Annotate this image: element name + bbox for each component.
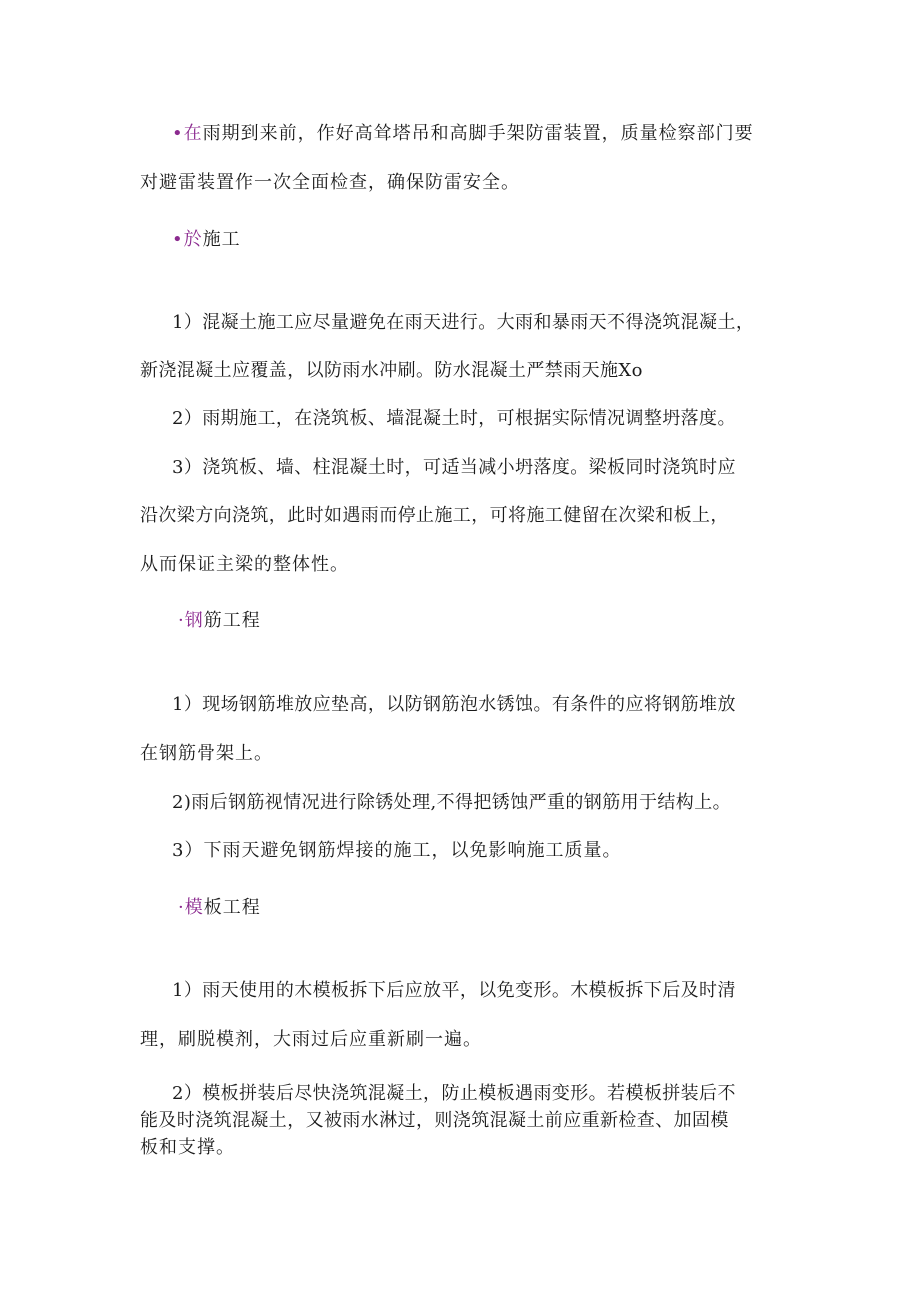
paragraph-line: 2)雨后钢筋视情况进行除锈处理,不得把锈蚀严重的钢筋用于结构上。 — [172, 792, 731, 813]
paragraph-line: 2）模板拼装后尽快浇筑混凝土，防止模板遇雨变形。若模板拼装后不 — [172, 1083, 736, 1104]
section-heading: ·钢筋工程 — [178, 610, 261, 631]
paragraph-line: 1）现场钢筋堆放应垫高，以防钢筋泡水锈蚀。有条件的应将钢筋堆放 — [172, 694, 736, 715]
paragraph-line: 理，刷脱模剂，大雨过后应重新刷一遍。 — [140, 1029, 482, 1050]
paragraph-line: 1）雨天使用的木模板拆下后应放平，以免变形。木模板拆下后及时清 — [172, 980, 736, 1001]
paragraph-line: 1）混凝土施工应尽量避免在雨天进行。大雨和暴雨天不得浇筑混凝土， — [172, 312, 755, 333]
paragraph-line: 能及时浇筑混凝土，又被雨水淋过，则浇筑混凝土前应重新检查、加固模 — [140, 1110, 729, 1131]
paragraph-line: 板和支撑。 — [140, 1137, 235, 1158]
paragraph-line: 对避雷装置作一次全面检查，确保防雷安全。 — [140, 172, 520, 193]
paragraph-line: 新浇混凝土应覆盖，以防雨水冲刷。防水混凝土严禁雨天施Xo — [140, 360, 643, 381]
paragraph-line: 沿次梁方向浇筑，此时如遇雨而停止施工，可将施工健留在次梁和板上， — [140, 505, 729, 526]
bullet-marker: •於 — [172, 229, 203, 250]
bullet-marker: ·模 — [178, 897, 204, 918]
paragraph-line: 从而保证主梁的整体性。 — [140, 554, 349, 575]
section-heading: •於施工 — [172, 229, 241, 250]
paragraph-line: 在钢筋骨架上。 — [140, 743, 273, 764]
section-heading: ·模板工程 — [178, 897, 261, 918]
paragraph-line: 2）雨期施工，在浇筑板、墙混凝土时，可根据实际情况调整坍落度。 — [172, 408, 736, 429]
bullet-marker: •在 — [172, 123, 203, 144]
paragraph-line: 3）下雨天避免钢筋焊接的施工，以免影响施工质量。 — [172, 840, 622, 861]
bullet-marker: ·钢 — [178, 610, 204, 631]
paragraph-line: 3）浇筑板、墙、柱混凝土时，可适当减小坍落度。梁板同时浇筑时应 — [172, 457, 736, 478]
paragraph-line: •在雨期到来前，作好高耸塔吊和高脚手架防雷装置，质量检察部门要 — [172, 123, 754, 144]
